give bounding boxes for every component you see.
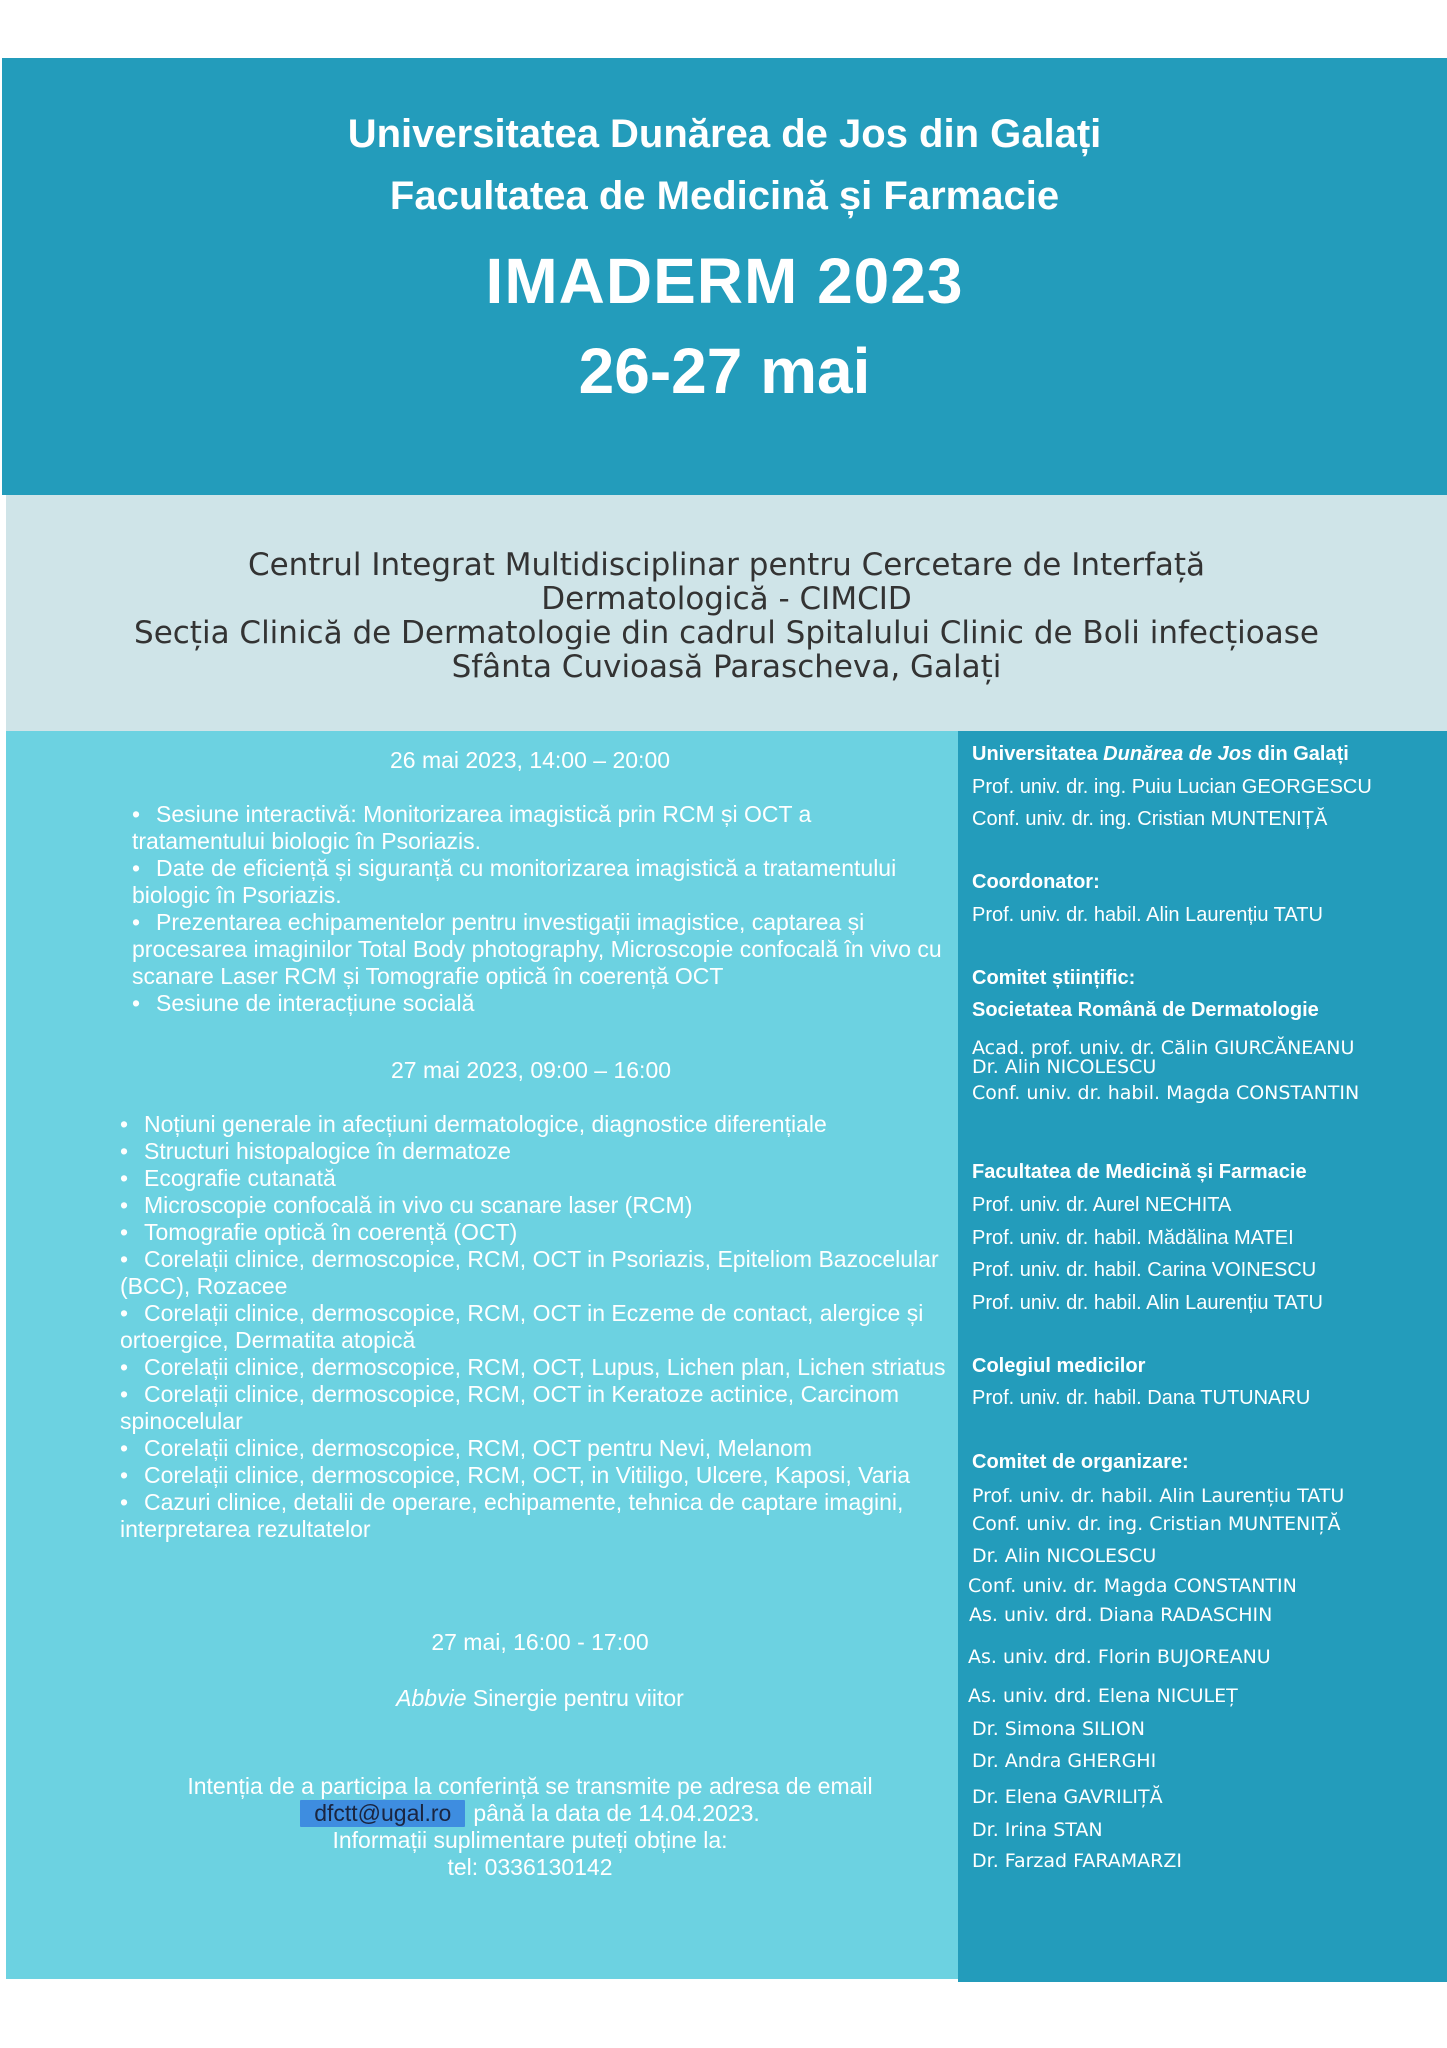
list-item: • Cazuri clinice, detalii de operare, echipamente, tehnica de captare imagini, interpretarea rezultatelor	[120, 1489, 904, 1542]
uni-heading: Universitatea Dunărea de Jos din Galați	[972, 743, 1349, 765]
phone-number: tel: 0336130142	[447, 1854, 613, 1880]
committee-member: Prof. univ. dr. habil. Mădălina MATEI	[972, 1227, 1294, 1249]
contact-line-1: Intenția de a participa la conferință se transmite pe adresa de email	[187, 1773, 873, 1799]
committee-member: Conf. univ. dr. ing. Cristian MUNTENIȚĂ	[972, 1513, 1341, 1535]
organizer-band	[6, 495, 1447, 731]
event-dates: 26-27 mai	[578, 335, 871, 407]
committee-member: Prof. univ. dr. habil. Carina VOINESCU	[972, 1259, 1317, 1281]
list-item: • Corelații clinice, dermoscopice, RCM, OCT in Psoriazis, Epiteliom Bazocelular (BCC), Rozacee	[120, 1246, 939, 1299]
day1-heading: 26 mai 2023, 14:00 – 20:00	[389, 747, 671, 773]
list-item: • Structuri histopalogice în dermatoze	[120, 1138, 511, 1164]
committee-member: As. univ. drd. Elena NICULEȚ	[968, 1685, 1238, 1707]
committee-member: Conf. univ. dr. Magda CONSTANTIN	[968, 1575, 1297, 1597]
day1-list	[132, 801, 947, 1017]
list-item: • Microscopie confocală in vivo cu scanare laser (RCM)	[120, 1192, 693, 1218]
committee-member: As. univ. drd. Diana RADASCHIN	[969, 1604, 1273, 1626]
list-item: • Sesiune interactivă: Monitorizarea imagistică prin RCM și OCT a tratamentului biologic în Psoriazis.	[132, 801, 812, 854]
committee-member: Prof. univ. dr. Aurel NECHITA	[972, 1194, 1232, 1216]
list-item: • Prezentarea echipamentelor pentru investigații imagistice, captarea și procesarea imaginilor Total Body photography, Microscopie confocală în vivo cu scanare Laser RCM și Tomografie optică în coerență OCT	[132, 909, 942, 989]
committee-member: Dr. Simona SILION	[972, 1718, 1145, 1740]
organizer-lines	[6, 548, 1447, 684]
coordinator-heading: Coordonator:	[972, 871, 1100, 893]
sponsor-line	[6, 1685, 1074, 1712]
contact-line-2	[6, 1800, 1054, 1827]
organizer-line: Dermatologică - CIMCID	[541, 581, 912, 617]
day2-heading: 27 mai 2023, 09:00 – 16:00	[390, 1057, 672, 1083]
committee-member: As. univ. drd. Florin BUJOREANU	[968, 1646, 1271, 1668]
contact-line-3: Informații suplimentare puteți obține la:	[332, 1827, 728, 1853]
list-item: • Sesiune de interacțiune socială	[132, 990, 475, 1016]
scientific-heading: Comitet științific:	[972, 967, 1136, 989]
committee-member: Prof. univ. dr. habil. Alin Laurențiu TATU	[972, 1485, 1345, 1507]
deadline-text: până la data de 14.04.2023.	[473, 1800, 760, 1826]
list-item: • Corelații clinice, dermoscopice, RCM, OCT, Lupus, Lichen plan, Lichen striatus	[120, 1354, 946, 1380]
organizer-line: Secția Clinică de Dermatologie din cadrul Spitalului Clinic de Boli infecțioase	[134, 615, 1319, 651]
committee-member: Dr. Andra GHERGHI	[972, 1750, 1157, 1772]
faculty-title: Facultatea de Medicină și Farmacie	[389, 174, 1060, 218]
organizing-heading: Comitet de organizare:	[972, 1451, 1189, 1473]
committee-member: Acad. prof. univ. dr. Călin GIURCĂNEANU	[972, 1037, 1355, 1059]
committee-member: Conf. univ. dr. habil. Magda CONSTANTIN	[972, 1082, 1360, 1104]
committee-member: Dr. Alin NICOLESCU	[972, 1056, 1157, 1078]
committee-member: Prof. univ. dr. habil. Alin Laurențiu TATU	[972, 1292, 1323, 1314]
list-item: • Tomografie optică în coerență (OCT)	[120, 1219, 518, 1245]
day3-heading: 27 mai, 16:00 - 17:00	[431, 1629, 649, 1655]
sponsor-name: Abbvie	[396, 1685, 467, 1711]
list-item: • Ecografie cutanată	[120, 1165, 336, 1191]
program-panel	[6, 731, 958, 1979]
list-item: • Corelații clinice, dermoscopice, RCM, OCT in Keratoze actinice, Carcinom spinocelular	[120, 1381, 900, 1434]
committee-member: Prof. univ. dr. ing. Puiu Lucian GEORGESCU	[972, 776, 1372, 798]
list-item: • Date de eficiență și siguranță cu monitorizarea imagistică a tratamentului biologic în Psoriazis.	[132, 855, 897, 908]
day2-list	[120, 1111, 960, 1543]
committee-member: Dr. Farzad FARAMARZI	[972, 1850, 1182, 1872]
committee-panel	[958, 731, 1447, 1982]
committee-member: Dr. Irina STAN	[972, 1819, 1103, 1841]
committee-member: Conf. univ. dr. ing. Cristian MUNTENIȚĂ	[972, 808, 1328, 830]
header-banner	[2, 58, 1447, 495]
organizer-line: Centrul Integrat Multidisciplinar pentru Cercetare de Interfață	[247, 547, 1206, 583]
event-title: IMADERM 2023	[485, 245, 964, 317]
committee-member: Dr. Elena GAVRILIȚĂ	[972, 1786, 1163, 1808]
sponsor-tagline: Sinergie pentru viitor	[472, 1685, 684, 1711]
list-item: • Corelații clinice, dermoscopice, RCM, OCT in Eczeme de contact, alergice și ortoergice, Dermatita atopică	[120, 1300, 924, 1353]
faculty-heading: Facultatea de Medicină și Farmacie	[972, 1161, 1307, 1183]
college-heading: Colegiul medicilor	[972, 1355, 1146, 1377]
list-item: • Corelații clinice, dermoscopice, RCM, OCT pentru Nevi, Melanom	[120, 1435, 813, 1461]
committee-member: Dr. Alin NICOLESCU	[972, 1545, 1157, 1567]
society-heading: Societatea Română de Dermatologie	[972, 999, 1319, 1021]
committee-member: Prof. univ. dr. habil. Alin Laurențiu TATU	[972, 904, 1323, 926]
email-link[interactable]: dfctt@ugal.ro	[300, 1800, 465, 1827]
list-item: • Corelații clinice, dermoscopice, RCM, OCT, in Vitiligo, Ulcere, Kaposi, Varia	[120, 1462, 911, 1488]
university-title: Universitatea Dunărea de Jos din Galați	[347, 112, 1102, 156]
committee-member: Prof. univ. dr. habil. Dana TUTUNARU	[972, 1387, 1311, 1409]
organizer-line: Sfânta Cuvioasă Parascheva, Galați	[451, 649, 1002, 685]
list-item: • Noțiuni generale in afecțiuni dermatologice, diagnostice diferențiale	[120, 1111, 827, 1137]
